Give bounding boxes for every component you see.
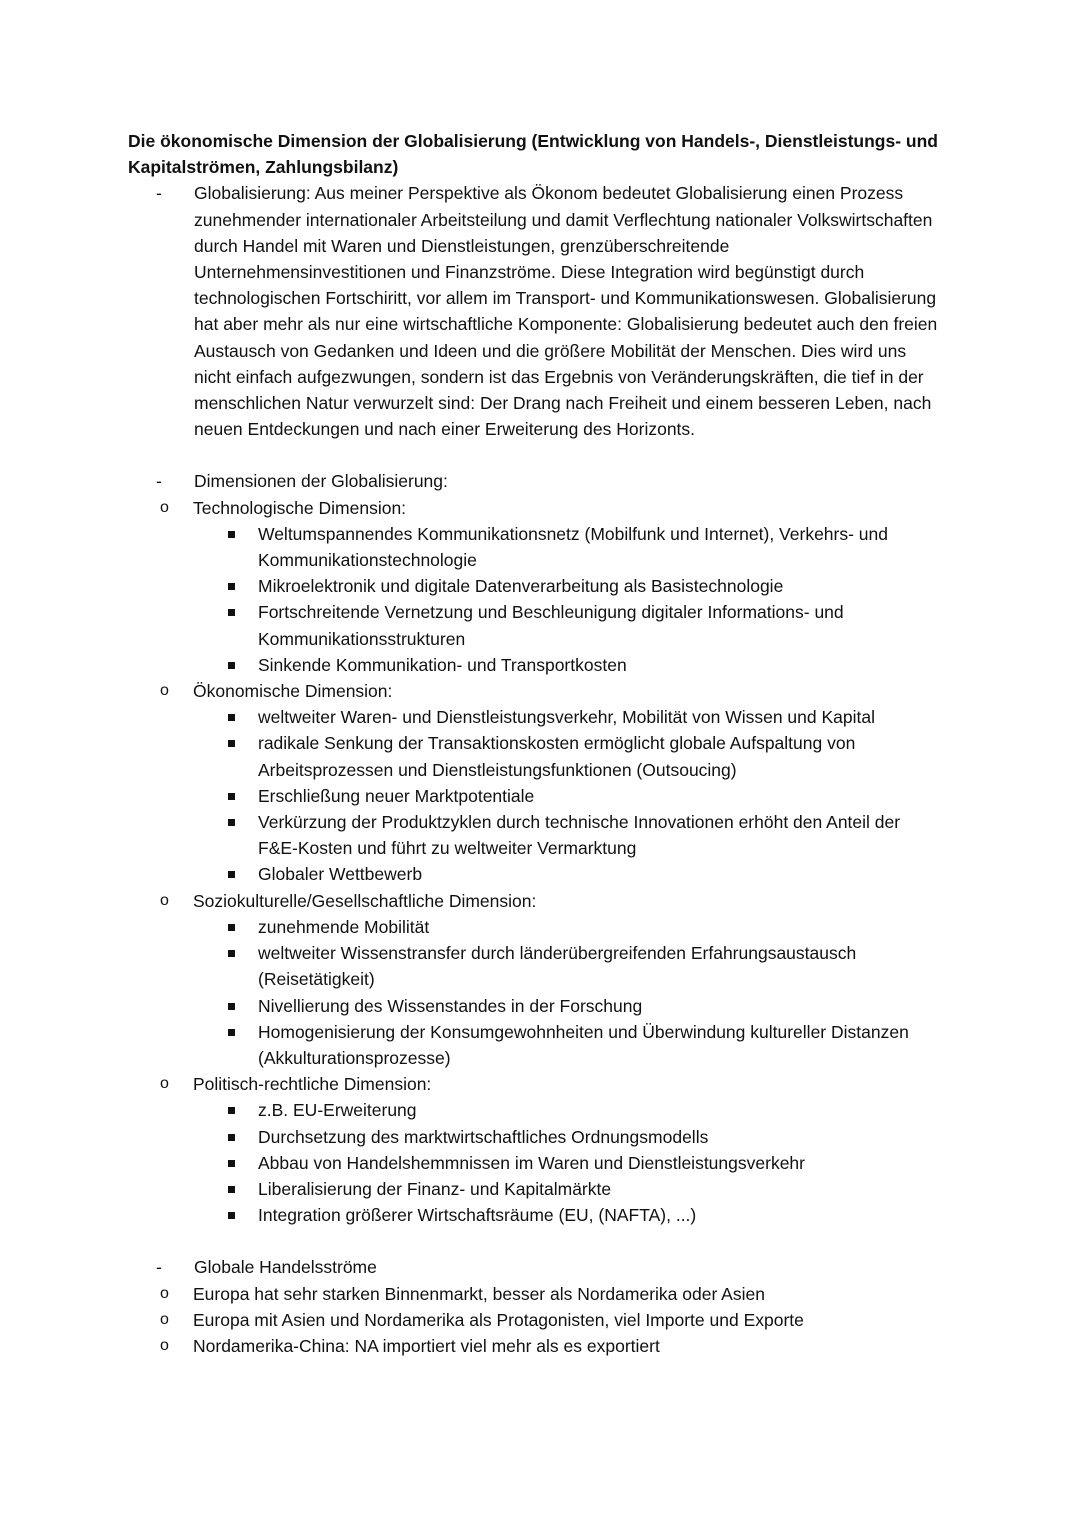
square-bullet-icon (228, 871, 235, 878)
list-item: radikale Senkung der Transaktionskosten ermöglicht globale Aufspaltung von Arbeitsprozessen und Dienstleistungsfunktionen (Outsoucing) (128, 730, 938, 782)
list-item: weltweiter Waren- und Dienstleistungsverkehr, Mobilität von Wissen und Kapital (128, 704, 938, 730)
list-item: Homogenisierung der Konsumgewohnheiten und Überwindung kultureller Distanzen (Akkulturationsprozesse) (128, 1019, 938, 1071)
list-item: Fortschreitende Vernetzung und Beschleunigung digitaler Informations- und Kommunikationsstrukturen (128, 599, 938, 651)
circle-bullet: o (160, 1284, 169, 1302)
subsection-oekonomisch (128, 678, 938, 704)
dimensionen-heading: Dimensionen der Globalisierung: (194, 471, 448, 492)
section-dimensionen (128, 468, 938, 494)
list-item: Nivellierung des Wissenstandes in der Forschung (128, 993, 938, 1019)
square-bullet-icon (228, 1134, 235, 1141)
subsection-politisch (128, 1071, 938, 1097)
dash-bullet: - (156, 471, 162, 492)
circle-bullet: o (160, 498, 169, 516)
list-item: Mikroelektronik und digitale Datenverarbeitung als Basistechnologie (128, 573, 938, 599)
list-item: Weltumspannendes Kommunikationsnetz (Mobilfunk und Internet), Verkehrs- und Kommunikationstechnologie (128, 521, 938, 573)
subsection-soziokulturell (128, 888, 938, 914)
section-handelsstroeme (128, 1254, 938, 1280)
square-bullet-icon (228, 1186, 235, 1193)
square-bullet-icon (228, 1107, 235, 1114)
square-bullet-icon (228, 1029, 235, 1036)
subsection-technologisch (128, 495, 938, 521)
list-item: Integration größerer Wirtschaftsräume (EU, (NAFTA), ...) (128, 1202, 938, 1228)
circle-bullet: o (160, 1310, 169, 1328)
list-item: o Europa mit Asien und Nordamerika als Protagonisten, viel Importe und Exporte (128, 1307, 938, 1333)
circle-bullet: o (160, 1336, 169, 1354)
list-item: Sinkende Kommunikation- und Transportkosten (128, 652, 938, 678)
document-page (128, 128, 938, 1359)
globalisierung-definition: Globalisierung: Aus meiner Perspektive als Ökonom bedeutet Globalisierung einen Prozess zunehmender internationaler Arbeitsteilung und damit Verflechtung nationaler Volkswirtschaften durch Handel mit Waren und Dienstleistungen, grenzüberschreitende Unternehmensinvestitionen und Finanzströme. Diese Integration wird begünstigt durch technologischen Fortschiritt, vor allem im Transport- und Kommunikationswesen. Globalisierung hat aber mehr als nur eine wirtschaftliche Komponente: Globalisierung bedeutet auch den freien Austausch von Gedanken und Ideen und die größere Mobilität der Menschen. Dies wird uns nicht einfach aufgezwungen, sondern ist das Ergebnis von Veränderungskräften, die tief in der menschlichen Natur verwurzelt sind: Der Drang nach Freiheit und einem besseren Leben, nach neuen Entdeckungen und nach einer Erweiterung des Horizonts. (194, 183, 938, 440)
section-globalisierung (128, 180, 938, 442)
list-item: Liberalisierung der Finanz- und Kapitalmärkte (128, 1176, 938, 1202)
circle-bullet: o (160, 891, 169, 909)
technologisch-heading: Technologische Dimension: (193, 497, 407, 518)
square-bullet-icon (228, 924, 235, 931)
list-item: z.B. EU-Erweiterung (128, 1097, 938, 1123)
list-item: o Nordamerika-China: NA importiert viel mehr als es exportiert (128, 1333, 938, 1359)
square-bullet-icon (228, 793, 235, 800)
list-item: o Europa hat sehr starken Binnenmarkt, besser als Nordamerika oder Asien (128, 1281, 938, 1307)
dash-bullet: - (156, 183, 162, 204)
square-bullet-icon (228, 662, 235, 669)
soziokulturell-heading: Soziokulturelle/Gesellschaftliche Dimension: (193, 890, 537, 911)
square-bullet-icon (228, 583, 235, 590)
list-item: weltweiter Wissenstransfer durch länderübergreifenden Erfahrungsaustausch (Reisetätigkeit) (128, 940, 938, 992)
square-bullet-icon (228, 609, 235, 616)
list-item: Verkürzung der Produktzyklen durch technische Innovationen erhöht den Anteil der F&E-Kosten und führt zu weltweiter Vermarktung (128, 809, 938, 861)
square-bullet-icon (228, 1160, 235, 1167)
square-bullet-icon (228, 714, 235, 721)
list-item: Abbau von Handelshemmnissen im Waren und Dienstleistungsverkehr (128, 1150, 938, 1176)
square-bullet-icon (228, 819, 235, 826)
list-item: zunehmende Mobilität (128, 914, 938, 940)
circle-bullet: o (160, 682, 169, 700)
dash-bullet: - (156, 1257, 162, 1278)
square-bullet-icon (228, 740, 235, 747)
square-bullet-icon (228, 1003, 235, 1010)
square-bullet-icon (228, 1212, 235, 1219)
list-item: Durchsetzung des marktwirtschaftliches Ordnungsmodells (128, 1124, 938, 1150)
square-bullet-icon (228, 531, 235, 538)
politisch-heading: Politisch-rechtliche Dimension: (193, 1074, 432, 1095)
handelsstroeme-heading: Globale Handelsströme (194, 1257, 377, 1278)
circle-bullet: o (160, 1075, 169, 1093)
oekonomisch-heading: Ökonomische Dimension: (193, 681, 393, 702)
list-item: Erschließung neuer Marktpotentiale (128, 783, 938, 809)
list-item: Globaler Wettbewerb (128, 861, 938, 887)
document-title: Die ökonomische Dimension der Globalisierung (Entwicklung von Handels-, Dienstleistungs- und Kapitalströmen, Zahlungsbilanz) (128, 131, 938, 178)
square-bullet-icon (228, 950, 235, 957)
